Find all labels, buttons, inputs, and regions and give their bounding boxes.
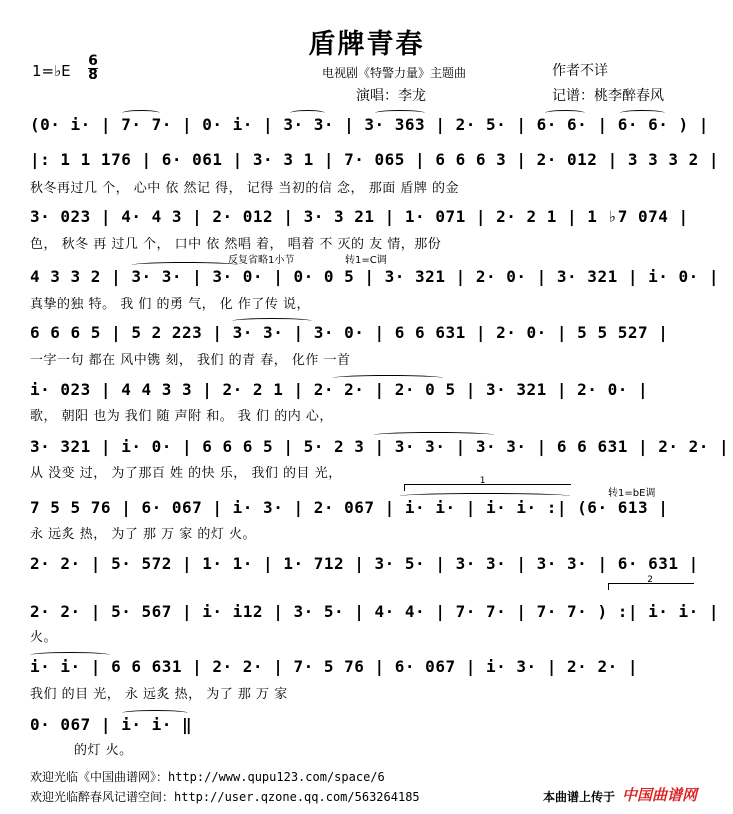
lyric-line-11: 我们 的目 光， 永 远炙 热， 为了 那 万 家: [30, 687, 288, 702]
volta-bracket-1: 1: [404, 484, 571, 491]
score-line-11: i· i· | 6 6 631 | 2· 2· | 7· 5 76 | 6· 067 | i· 3· | 2· 2· |: [30, 657, 638, 676]
score-line-10: 2· 2· | 5· 567 | i· i12 | 3· 5· | 4· 4· | 7· 7· | 7· 7· ) :| i· i· |: [30, 602, 720, 621]
footer-link-2[interactable]: 欢迎光临醉春风记谱空间：http://user.qzone.qq.com/563264185: [30, 790, 420, 804]
slur: [620, 110, 665, 116]
score-line-5: 6 6 6 5 | 5 2 223 | 3· 3· | 3· 0· | 6 6 631 | 2· 0· | 5 5 527 |: [30, 323, 669, 342]
song-subtitle: 电视剧《特警力量》主题曲: [322, 66, 467, 80]
upload-label: 本曲谱上传于: [543, 790, 616, 804]
score-line-6: i· 023 | 4 4 3 3 | 2· 2 1 | 2· 2· | 2· 0 5 | 3· 321 | 2· 0· |: [30, 380, 649, 399]
lyric-line-5: 一字一句 都在 风中镌 刻， 我们 的青 春， 化作 一首: [30, 353, 351, 368]
singer-credit: 演唱：李龙: [356, 88, 426, 104]
lyric-line-2: 秋冬再过几 个， 心中 依 然记 得， 记得 当初的信 念， 那面 盾牌 的金: [30, 181, 459, 196]
slur: [290, 110, 325, 116]
slur: [122, 110, 160, 116]
repeat-note: 反复省略1小节: [228, 255, 295, 266]
slur: [545, 110, 585, 116]
slur: [30, 652, 110, 658]
song-title: 盾牌青春: [308, 29, 425, 60]
score-line-3: 3· 023 | 4· 4 3 | 2· 012 | 3· 3 21 | 1· 071 | 2· 2 1 | 1 ♭7 074 |: [30, 207, 689, 226]
slur: [132, 262, 238, 268]
modulation-c-note: 转1=C调: [345, 255, 387, 266]
lyric-line-10: 火。: [30, 630, 58, 645]
score-line-2: |: 1 1 176 | 6· 061 | 3· 3 1 | 7· 065 | 6 6 6 3 | 2· 012 | 3 3 3 2 |: [30, 150, 720, 169]
slur: [375, 110, 425, 116]
site-logo: 中国曲谱网: [622, 786, 698, 804]
lyric-line-12: 的灯 火。: [74, 743, 133, 758]
composer-credit: 作者不详: [552, 63, 608, 79]
lyric-line-4: 真挚的独 特。 我 们 的勇 气， 化 作了传 说，: [30, 297, 311, 312]
footer-link-1[interactable]: 欢迎光临《中国曲谱网》：http://www.qupu123.com/space/6: [30, 770, 385, 784]
slur: [333, 375, 443, 381]
lyric-line-3: 色， 秋冬 再 过几 个， 口中 依 然唱 着， 唱着 不 灭的 友 情，那份: [30, 237, 442, 252]
slur: [122, 710, 188, 716]
score-line-7: 3· 321 | i· 0· | 6 6 6 5 | 5· 2 3 | 3· 3· | 3· 3· | 6 6 631 | 2· 2· |: [30, 437, 730, 456]
score-line-9: 2· 2· | 5· 572 | 1· 1· | 1· 712 | 3· 5· | 3· 3· | 3· 3· | 6· 631 |: [30, 554, 699, 573]
lyric-line-7: 从 没变 过， 为了那百 姓 的快 乐， 我们 的目 光，: [30, 466, 342, 481]
score-line-12: 0· 067 | i· i· ‖: [30, 715, 193, 734]
score-line-1: (0· i· | 7· 7· | 0· i· | 3· 3· | 3· 363 | 2· 5· | 6· 6· | 6· 6· ) |: [30, 115, 709, 134]
time-signature: 6 8: [88, 53, 98, 83]
lyric-line-6: 歌， 朝阳 也为 我们 随 声附 和。 我 们 的内 心，: [30, 409, 333, 424]
slur: [400, 493, 570, 499]
transcriber-credit: 记谱：桃李醉春风: [552, 88, 664, 104]
lyric-line-8: 永 远炙 热， 为了 那 万 家 的灯 火。: [30, 527, 257, 542]
slur: [232, 318, 312, 324]
key-signature: 1=♭E: [32, 62, 71, 80]
volta-bracket-2: 2: [608, 583, 694, 590]
slur: [374, 432, 494, 438]
score-line-8: 7 5 5 76 | 6· 067 | i· 3· | 2· 067 | i· i· | i· i· :| (6· 613 |: [30, 498, 669, 517]
score-line-4: 4 3 3 2 | 3· 3· | 3· 0· | 0· 0 5 | 3· 321 | 2· 0· | 3· 321 | i· 0· |: [30, 267, 720, 286]
modulation-be-note: 转1=bE调: [608, 488, 656, 499]
